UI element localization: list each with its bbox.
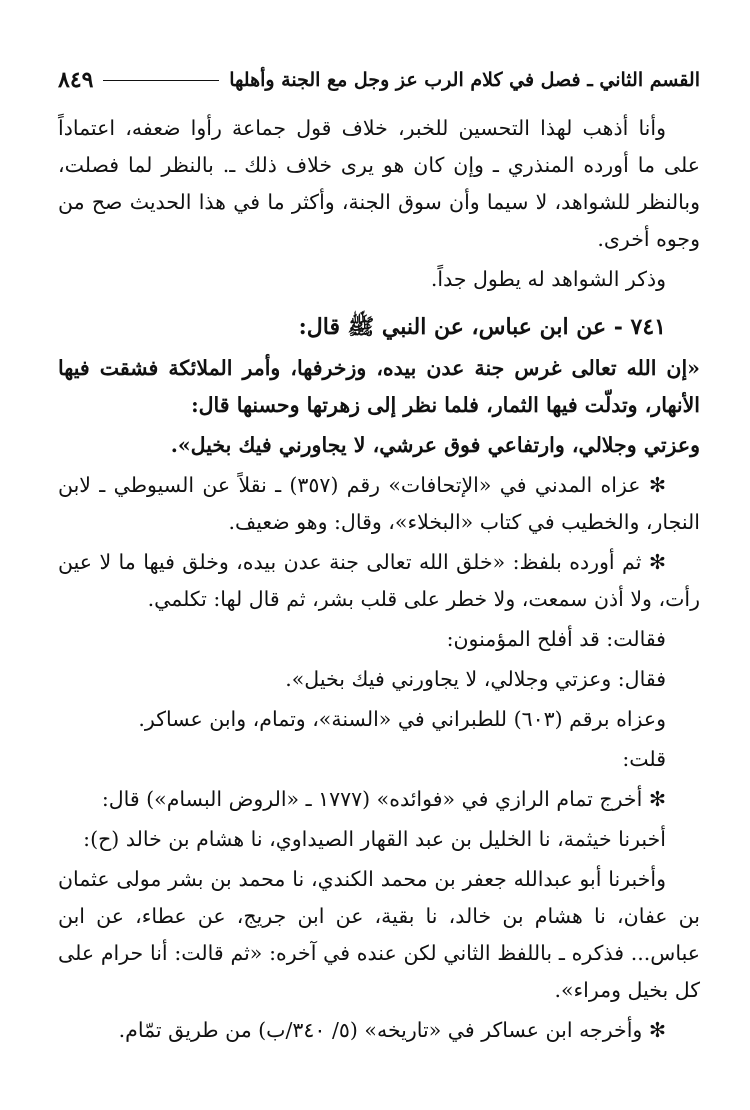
- note-2: ✻ ثم أورده بلفظ: «خلق الله تعالى جنة عدن بيده، وخلق فيها ما لا عين رأت، ولا أذن سمعت، ولا خطر على قلب بشر، ثم قال لها: تكلمي.: [58, 550, 700, 611]
- paragraph-1: وأنا أذهب لهذا التحسين للخبر، خلاف قول جماعة رأوا ضعفه، اعتماداً على ما أورده المنذري ـ وإن كان هو يرى خلاف ذلك ـ. بالنظر لما فصلت، وبالنظر للشواهد، لا سيما وأن سوق الجنة، وأكثر ما في هذا الحديث صح من وجوه أخرى.: [58, 116, 700, 251]
- hadith-heading: ٧٤١ - عن ابن عباس، عن النبي ﷺ قال:: [298, 314, 666, 340]
- header-title: القسم الثاني ـ فصل في كلام الرب عز وجل مع الجنة وأهلها: [229, 69, 700, 91]
- note-3: ✻ أخرج تمام الرازي في «فوائده» (١٧٧٧ ـ «الروض البسام») قال:: [101, 787, 666, 811]
- paragraph-14: وأخبرنا أبو عبدالله جعفر بن محمد الكندي، نا محمد بن بشر مولى عثمان بن عفان، نا هشام بن خالد، نا بقية، عن ابن جريج، عن عطاء، عن ابن عباس... فذكره ـ باللفظ الثاني لكن عنده في آخره: «ثم قالت: أنا حرام على كل بخيل ومراء».: [58, 867, 700, 1002]
- body-text: [58, 110, 700, 1049]
- page-number: ٨٤٩: [58, 67, 94, 93]
- paragraph-2: وذكر الشواهد له يطول جداً.: [430, 267, 666, 291]
- paragraph-8: فقالت: قد أفلح المؤمنون:: [446, 627, 666, 651]
- header-rule: [103, 80, 219, 81]
- note-1: ✻ عزاه المدني في «الإتحافات» رقم (٣٥٧) ـ نقلاً عن السيوطي ـ لابن النجار، والخطيب في كتاب «البخلاء»، وقال: وهو ضعيف.: [58, 473, 700, 534]
- hadith-text-2: وعزتي وجلالي، وارتفاعي فوق عرشي، لا يجاورني فيك بخيل».: [170, 433, 700, 457]
- hadith-text-1: «إن الله تعالى غرس جنة عدن بيده، وزخرفها، وأمر الملائكة فشقت فيها الأنهار، وتدلّت فيها الثمار، فلما نظر إلى زهرتها وحسنها قال:: [58, 356, 700, 417]
- note-4: ✻ وأخرجه ابن عساكر في «تاريخه» (٥/ ٣٤٠/ب) من طريق تمّام.: [118, 1018, 666, 1042]
- running-header: [58, 62, 700, 98]
- paragraph-9: فقال: وعزتي وجلالي، لا يجاورني فيك بخيل».: [285, 667, 666, 691]
- paragraph-11: قلت:: [622, 747, 666, 771]
- paragraph-13: أخبرنا خيثمة، نا الخليل بن عبد القهار الصيداوي، نا هشام بن خالد (ح):: [83, 827, 666, 851]
- paragraph-10: وعزاه برقم (٦٠٣) للطبراني في «السنة»، وتمام، وابن عساكر.: [138, 707, 666, 731]
